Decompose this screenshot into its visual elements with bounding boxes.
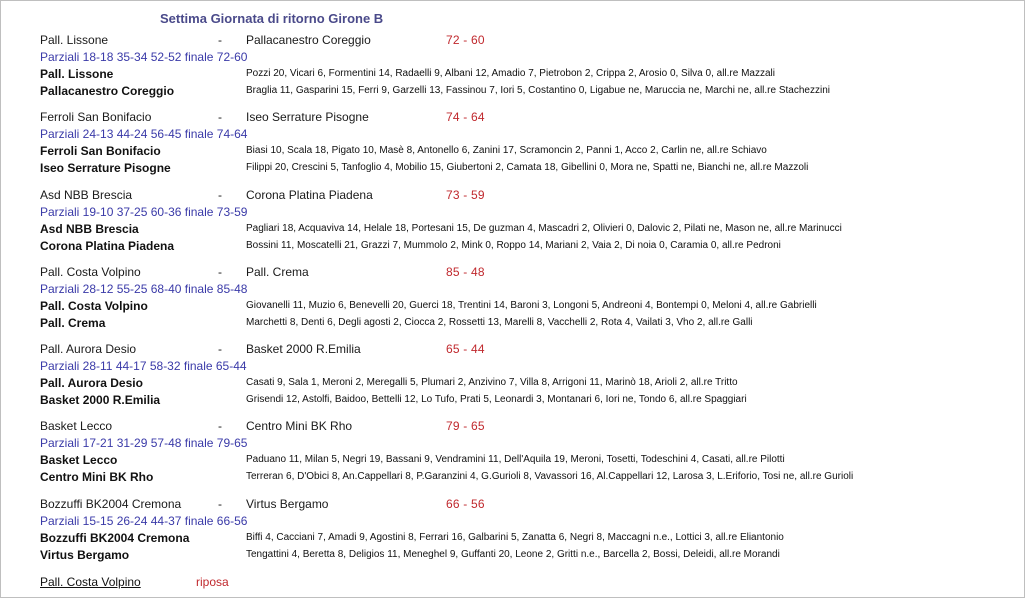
home-team-name: Ferroli San Bonifacio <box>40 110 152 124</box>
final-score: 66 - 56 <box>446 497 485 511</box>
home-team-label: Asd NBB Brescia <box>40 222 139 236</box>
home-team-label: Pall. Aurora Desio <box>40 376 143 390</box>
home-players: Giovanelli 11, Muzio 6, Benevelli 20, Guerci 18, Trentini 14, Baroni 3, Longoni 5, Andreoni 4, Bontempi 0, Meloni 4, all.re Gabrielli <box>246 300 817 311</box>
away-players: Marchetti 8, Denti 6, Degli agosti 2, Ciocca 2, Rossetti 13, Marelli 8, Vacchelli 2, Rota 4, Vailati 3, Vho 2, all.re Galli <box>246 317 753 328</box>
partial-scores: Parziali 24-13 44-24 56-45 finale 74-64 <box>40 127 248 141</box>
partial-scores: Parziali 18-18 35-34 52-52 finale 72-60 <box>40 50 248 64</box>
away-team-label: Pallacanestro Coreggio <box>40 84 175 98</box>
match-separator: - <box>218 419 222 433</box>
home-players: Biffi 4, Cacciani 7, Amadi 9, Agostini 8, Ferrari 16, Galbarini 5, Zanatta 6, Negri 8, Maccagni n.e., Lottici 3, all.re Eliantonio <box>246 532 784 543</box>
away-team-name: Basket 2000 R.Emilia <box>246 342 361 356</box>
final-score: 72 - 60 <box>446 33 485 47</box>
rest-label: riposa <box>196 575 229 589</box>
away-team-name: Virtus Bergamo <box>246 497 329 511</box>
home-team-label: Pall. Lissone <box>40 67 114 81</box>
partial-scores: Parziali 28-11 44-17 58-32 finale 65-44 <box>40 359 247 373</box>
away-players: Filippi 20, Crescini 5, Tanfoglio 4, Mobilio 15, Giubertoni 2, Camata 18, Gibellini 0, Mora ne, Spatti ne, Bianchi ne, all.re Mazzoli <box>246 162 809 173</box>
final-score: 74 - 64 <box>446 110 485 124</box>
home-team-label: Ferroli San Bonifacio <box>40 144 161 158</box>
match-separator: - <box>218 110 222 124</box>
home-team-label: Basket Lecco <box>40 453 118 467</box>
home-players: Biasi 10, Scala 18, Pigato 10, Masè 8, Antonello 6, Zanini 17, Scramoncin 2, Panni 1, Acco 2, Carlin ne, all.re Schiavo <box>246 145 767 156</box>
match-separator: - <box>218 188 222 202</box>
away-team-label: Pall. Crema <box>40 316 106 330</box>
home-players: Casati 9, Sala 1, Meroni 2, Meregalli 5, Plumari 2, Anzivino 7, Villa 8, Arrigoni 11, Marinò 18, Arioli 2, all.re Tritto <box>246 377 738 388</box>
away-players: Terreran 6, D'Obici 8, An.Cappellari 8, P.Garanzini 4, G.Gurioli 8, Vavassori 16, Al.Cappellari 12, Larosa 3, L.Eriforio, Tosi ne, all.re Gurioli <box>246 471 854 482</box>
partial-scores: Parziali 28-12 55-25 68-40 finale 85-48 <box>40 282 248 296</box>
home-team-label: Pall. Costa Volpino <box>40 299 148 313</box>
away-team-name: Iseo Serrature Pisogne <box>246 110 369 124</box>
away-players: Grisendi 12, Astolfi, Baidoo, Bettelli 12, Lo Tufo, Prati 5, Leonardi 3, Montanari 6, Iori ne, Tondo 6, all.re Spaggiari <box>246 394 747 405</box>
away-team-name: Corona Platina Piadena <box>246 188 373 202</box>
home-team-name: Bozzuffi BK2004 Cremona <box>40 497 182 511</box>
match-separator: - <box>218 497 222 511</box>
rest-team-link[interactable]: Pall. Costa Volpino <box>40 575 141 589</box>
home-team-label: Bozzuffi BK2004 Cremona <box>40 531 190 545</box>
away-team-label: Iseo Serrature Pisogne <box>40 161 171 175</box>
away-team-label: Centro Mini BK Rho <box>40 470 154 484</box>
home-players: Pozzi 20, Vicari 6, Formentini 14, Radaelli 9, Albani 12, Amadio 7, Pietrobon 2, Crippa 2, Arosio 0, Silva 0, all.re Mazzali <box>246 68 775 79</box>
home-team-name: Basket Lecco <box>40 419 113 433</box>
match-separator: - <box>218 265 222 279</box>
away-players: Bossini 11, Moscatelli 21, Grazzi 7, Mummolo 2, Mink 0, Roppo 14, Mariani 2, Vaia 2, Di noia 0, Caramia 0, all.re Pedroni <box>246 240 781 251</box>
home-players: Pagliari 18, Acquaviva 14, Helale 18, Portesani 15, De guzman 4, Mascadri 2, Olivieri 0, Dalovic 2, Pilati ne, Mason ne, all.re Marinucci <box>246 223 842 234</box>
final-score: 85 - 48 <box>446 265 485 279</box>
partial-scores: Parziali 17-21 31-29 57-48 finale 79-65 <box>40 436 248 450</box>
page-title: Settima Giornata di ritorno Girone B <box>160 11 384 26</box>
final-score: 79 - 65 <box>446 419 485 433</box>
final-score: 73 - 59 <box>446 188 485 202</box>
away-team-name: Pallacanestro Coreggio <box>246 33 371 47</box>
match-separator: - <box>218 33 222 47</box>
home-team-name: Pall. Aurora Desio <box>40 342 137 356</box>
home-team-name: Asd NBB Brescia <box>40 188 133 202</box>
rest-row <box>40 575 229 589</box>
away-team-label: Basket 2000 R.Emilia <box>40 393 161 407</box>
away-players: Tengattini 4, Beretta 8, Deligios 11, Meneghel 9, Guffanti 20, Leone 2, Gritti n.e., Barcella 2, Bossi, Deleidi, all.re Morandi <box>246 549 780 560</box>
match-separator: - <box>218 342 222 356</box>
away-team-label: Virtus Bergamo <box>40 548 130 562</box>
home-team-name: Pall. Lissone <box>40 33 109 47</box>
home-players: Paduano 11, Milan 5, Negri 19, Bassani 9, Vendramini 11, Dell'Aquila 19, Meroni, Tosetti, Todeschini 4, Casati, all.re Pilotti <box>246 454 785 465</box>
away-players: Braglia 11, Gasparini 15, Ferri 9, Garzelli 13, Fassinou 7, Iori 5, Costantino 0, Ligabue ne, Maruccia ne, Marchi ne, all.re Stachezzini <box>246 85 830 96</box>
away-team-name: Centro Mini BK Rho <box>246 419 353 433</box>
home-team-name: Pall. Costa Volpino <box>40 265 141 279</box>
partial-scores: Parziali 19-10 37-25 60-36 finale 73-59 <box>40 205 248 219</box>
partial-scores: Parziali 15-15 26-24 44-37 finale 66-56 <box>40 514 248 528</box>
away-team-name: Pall. Crema <box>246 265 309 279</box>
away-team-label: Corona Platina Piadena <box>40 239 175 253</box>
final-score: 65 - 44 <box>446 342 485 356</box>
